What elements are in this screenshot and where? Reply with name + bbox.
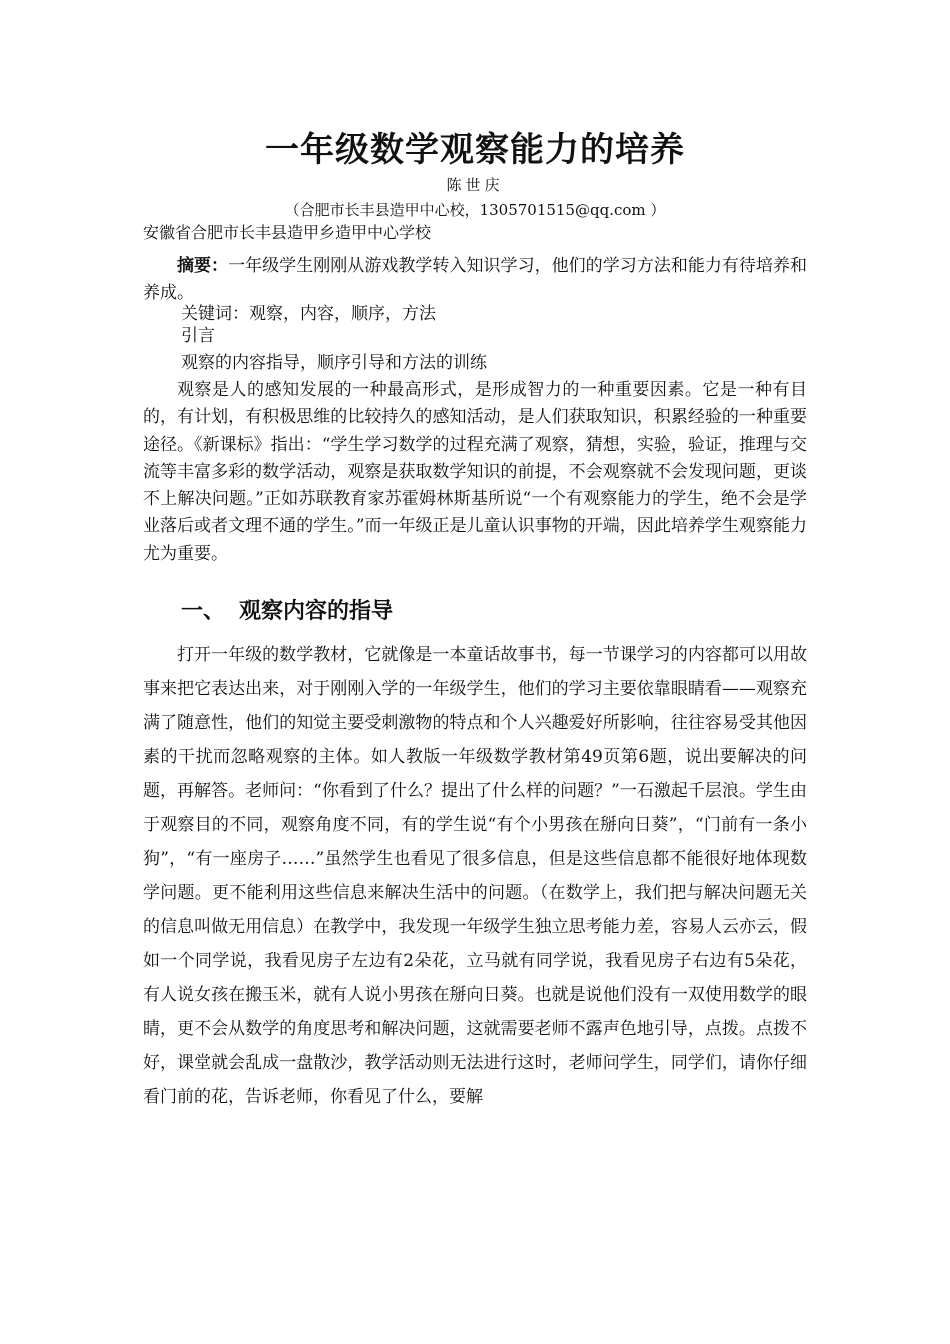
author-name: 陈世庆 [446, 176, 504, 194]
abstract-text: 一年级学生刚刚从游戏教学转入知识学习，他们的学习方法和能力有待培养和养成。 [143, 256, 808, 304]
keywords-text: 观察，内容，顺序，方法 [249, 304, 436, 324]
section-heading [181, 596, 393, 628]
author-affiliation: （合肥市长丰县造甲中心校，1305701515@qq.com ） [284, 201, 666, 219]
abstract-label: 摘要： [177, 256, 229, 276]
intro-heading: 引言 [181, 326, 215, 346]
school-name: 安徽省合肥市长丰县造甲乡造甲中心学校 [143, 223, 432, 242]
intro-paragraph: 观察是人的感知发展的一种最高形式，是形成智力的一种重要因素。它是一种有目的，有计划，有积极思维的比较持久的感知活动，是人们获取知识，积累经验的一种重要途径。《新课标》指出：“学生学习数学的过程充满了观察，猜想，实验，验证，推理与交流等丰富多彩的数学活动，观察是获取数学知识的前提，不会观察就不会发现问题，更谈不上解决问题。”正如苏联教育家苏霍姆林斯基所说“一个有观察能力的学生，绝不会是学业落后或者文理不通的学生。”而一年级正是儿童认识事物的开端，因此培养学生观察能力尤为重要。 [143, 380, 807, 564]
keywords-label: 关键词： [181, 304, 249, 324]
abstract-paragraph [143, 253, 807, 308]
intro-subtitle: 观察的内容指导，顺序引导和方法的训练 [181, 353, 487, 373]
section-number: 一、 [181, 599, 226, 624]
document-title: 一年级数学观察能力的培养 [265, 130, 685, 170]
keywords-line [181, 303, 436, 325]
section-paragraph: 打开一年级的数学教材，它就像是一本童话故事书，每一节课学习的内容都可以用故事来把它表达出来，对于刚刚入学的一年级学生，他们的学习主要依靠眼睛看——观察充满了随意性，他们的知觉主要受刺激物的特点和个人兴趣爱好所影响，往往容易受其他因素的干扰而忽略观察的主体。如人教版一年级数学教材第49页第6题，说出要解决的问题，再解答。老师问：“你看到了什么？提出了什么样的问题？”一石激起千层浪。学生由于观察目的不同，观察角度不同，有的学生说“有个小男孩在掰向日葵”，“门前有一条小狗”，“有一座房子……”虽然学生也看见了很多信息，但是这些信息都不能很好地体现数学问题。更不能利用这些信息来解决生活中的问题。（在数学上，我们把与解决问题无关的信息叫做无用信息）在教学中，我发现一年级学生独立思考能力差，容易人云亦云，假如一个同学说，我看见房子左边有2朵花，立马就有同学说，我看见房子右边有5朵花，有人说女孩在搬玉米，就有人说小男孩在掰向日葵。也就是说他们没有一双使用数学的眼睛，更不会从数学的角度思考和解决问题，这就需要老师不露声色地引导，点拨。点拨不好，课堂就会乱成一盘散沙，教学活动则无法进行这时，老师问学生，同学们，请你仔细看门前的花，告诉老师，你看见了什么，要解 [143, 645, 807, 1107]
section-title: 观察内容的指导 [239, 599, 394, 624]
